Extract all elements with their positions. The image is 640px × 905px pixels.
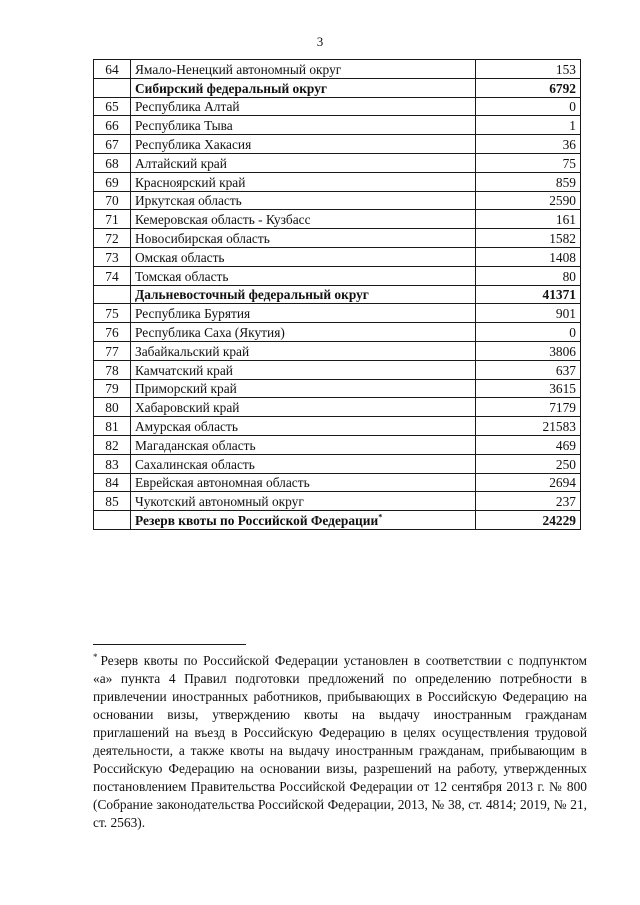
quota-value: 75 bbox=[476, 153, 581, 172]
region-name-text: Еврейская автономная область bbox=[135, 475, 310, 491]
row-number bbox=[94, 285, 131, 304]
region-name-text: Магаданская область bbox=[135, 437, 256, 453]
quota-value: 0 bbox=[476, 97, 581, 116]
quota-value: 3806 bbox=[476, 341, 581, 360]
region-name-text: Хабаровский край bbox=[135, 400, 240, 416]
region-name-text: Томская область bbox=[135, 268, 229, 284]
table-row bbox=[94, 247, 581, 266]
quota-value: 901 bbox=[476, 304, 581, 323]
quota-value: 2590 bbox=[476, 191, 581, 210]
quota-value: 161 bbox=[476, 210, 581, 229]
region-name bbox=[131, 473, 476, 492]
region-name-text: Камчатский край bbox=[135, 362, 233, 378]
table-row bbox=[94, 417, 581, 436]
region-name bbox=[131, 417, 476, 436]
quota-value: 0 bbox=[476, 323, 581, 342]
table-row bbox=[94, 210, 581, 229]
row-number: 74 bbox=[94, 266, 131, 285]
region-name-text: Республика Тыва bbox=[135, 118, 233, 134]
row-number: 84 bbox=[94, 473, 131, 492]
table-row bbox=[94, 304, 581, 323]
table-row bbox=[94, 341, 581, 360]
region-name bbox=[131, 60, 476, 79]
region-name bbox=[131, 116, 476, 135]
row-number: 68 bbox=[94, 153, 131, 172]
region-name-text: Ямало-Ненецкий автономный округ bbox=[135, 61, 342, 77]
row-number: 72 bbox=[94, 229, 131, 248]
row-number bbox=[94, 511, 131, 530]
footnote-text: Резерв квоты по Российской Федерации установлен в соответствии с подпунктом «а» пункта 4 Правил подготовки предложений по определению потребности в привлечении иностранных работников, прибывающих в Российскую Федерацию на основании визы, утверждению квоты на выдачу иностранным гражданам приглашений на въезд в Российскую Федерацию в целях осуществления трудовой деятельности, а также квоты на выдачу иностранным гражданам, прибывающим в Российскую Федерацию на основании визы, разрешений на работу, утвержденных постановлением Правительства Российской Федерации от 12 сентября 2013 г. № 800 (Собрание законодательства Российской Федерации, 2013, № 38, ст. 4814; 2019, № 21, ст. 2563). bbox=[93, 653, 587, 830]
quota-value: 24229 bbox=[476, 511, 581, 530]
quota-value: 36 bbox=[476, 135, 581, 154]
table-row bbox=[94, 360, 581, 379]
region-name bbox=[131, 511, 476, 530]
row-number: 66 bbox=[94, 116, 131, 135]
region-name bbox=[131, 97, 476, 116]
row-number: 82 bbox=[94, 435, 131, 454]
region-name-text: Иркутская область bbox=[135, 193, 242, 209]
quota-value: 469 bbox=[476, 435, 581, 454]
table-row bbox=[94, 153, 581, 172]
footnote-reference: * bbox=[378, 512, 383, 522]
quota-value: 7179 bbox=[476, 398, 581, 417]
footnote bbox=[93, 652, 587, 832]
table-row bbox=[94, 60, 581, 79]
quota-table bbox=[93, 59, 581, 530]
table-row bbox=[94, 172, 581, 191]
row-number: 70 bbox=[94, 191, 131, 210]
row-number: 80 bbox=[94, 398, 131, 417]
quota-value: 21583 bbox=[476, 417, 581, 436]
region-name bbox=[131, 398, 476, 417]
table-row bbox=[94, 266, 581, 285]
region-name bbox=[131, 285, 476, 304]
region-name bbox=[131, 210, 476, 229]
region-name bbox=[131, 323, 476, 342]
row-number: 64 bbox=[94, 60, 131, 79]
quota-value: 1 bbox=[476, 116, 581, 135]
table-total-row bbox=[94, 511, 581, 530]
table-row bbox=[94, 229, 581, 248]
row-number: 83 bbox=[94, 454, 131, 473]
region-name-text: Забайкальский край bbox=[135, 343, 250, 359]
quota-table-body bbox=[94, 60, 581, 530]
row-number: 85 bbox=[94, 492, 131, 511]
quota-value: 250 bbox=[476, 454, 581, 473]
region-name bbox=[131, 247, 476, 266]
footnote-divider bbox=[93, 644, 246, 645]
quota-value: 1582 bbox=[476, 229, 581, 248]
table-row bbox=[94, 323, 581, 342]
region-name-text: Омская область bbox=[135, 249, 225, 265]
region-name bbox=[131, 379, 476, 398]
region-name bbox=[131, 172, 476, 191]
region-name bbox=[131, 191, 476, 210]
row-number bbox=[94, 78, 131, 97]
quota-value: 41371 bbox=[476, 285, 581, 304]
quota-value: 859 bbox=[476, 172, 581, 191]
table-row bbox=[94, 454, 581, 473]
table-row bbox=[94, 379, 581, 398]
region-name-text: Дальневосточный федеральный округ bbox=[135, 287, 369, 303]
row-number: 76 bbox=[94, 323, 131, 342]
region-name bbox=[131, 435, 476, 454]
table-row bbox=[94, 116, 581, 135]
row-number: 79 bbox=[94, 379, 131, 398]
quota-value: 2694 bbox=[476, 473, 581, 492]
region-name-text: Сахалинская область bbox=[135, 456, 255, 472]
row-number: 78 bbox=[94, 360, 131, 379]
region-name-text: Красноярский край bbox=[135, 174, 246, 190]
quota-value: 80 bbox=[476, 266, 581, 285]
region-name bbox=[131, 360, 476, 379]
table-row bbox=[94, 191, 581, 210]
row-number: 71 bbox=[94, 210, 131, 229]
region-name-text: Республика Бурятия bbox=[135, 306, 251, 322]
quota-value: 637 bbox=[476, 360, 581, 379]
region-name-text: Алтайский край bbox=[135, 155, 227, 171]
row-number: 75 bbox=[94, 304, 131, 323]
table-row bbox=[94, 398, 581, 417]
row-number: 67 bbox=[94, 135, 131, 154]
region-name-text: Амурская область bbox=[135, 418, 238, 434]
region-name-text: Республика Хакасия bbox=[135, 136, 252, 152]
region-name-text: Республика Саха (Якутия) bbox=[135, 324, 285, 340]
page-number: 3 bbox=[316, 34, 324, 49]
region-name bbox=[131, 266, 476, 285]
region-name-text: Резерв квоты по Российской Федерации bbox=[135, 512, 379, 528]
quota-value: 6792 bbox=[476, 78, 581, 97]
table-row bbox=[94, 97, 581, 116]
quota-value: 237 bbox=[476, 492, 581, 511]
row-number: 65 bbox=[94, 97, 131, 116]
region-name bbox=[131, 492, 476, 511]
footnote-mark: * bbox=[93, 651, 98, 662]
region-name bbox=[131, 135, 476, 154]
row-number: 69 bbox=[94, 172, 131, 191]
region-name-text: Приморский край bbox=[135, 381, 237, 397]
region-name-text: Чукотский автономный округ bbox=[135, 494, 304, 510]
table-row bbox=[94, 492, 581, 511]
row-number: 81 bbox=[94, 417, 131, 436]
region-name bbox=[131, 229, 476, 248]
table-row bbox=[94, 473, 581, 492]
region-name-text: Новосибирская область bbox=[135, 230, 270, 246]
table-total-row bbox=[94, 78, 581, 97]
region-name bbox=[131, 304, 476, 323]
region-name bbox=[131, 153, 476, 172]
table-row bbox=[94, 135, 581, 154]
region-name-text: Кемеровская область - Кузбасс bbox=[135, 212, 311, 228]
region-name bbox=[131, 78, 476, 97]
row-number: 77 bbox=[94, 341, 131, 360]
region-name-text: Республика Алтай bbox=[135, 99, 240, 115]
table-row bbox=[94, 435, 581, 454]
quota-value: 153 bbox=[476, 60, 581, 79]
region-name bbox=[131, 341, 476, 360]
region-name-text: Сибирский федеральный округ bbox=[135, 80, 327, 96]
row-number: 73 bbox=[94, 247, 131, 266]
quota-value: 1408 bbox=[476, 247, 581, 266]
region-name bbox=[131, 454, 476, 473]
table-total-row bbox=[94, 285, 581, 304]
quota-value: 3615 bbox=[476, 379, 581, 398]
